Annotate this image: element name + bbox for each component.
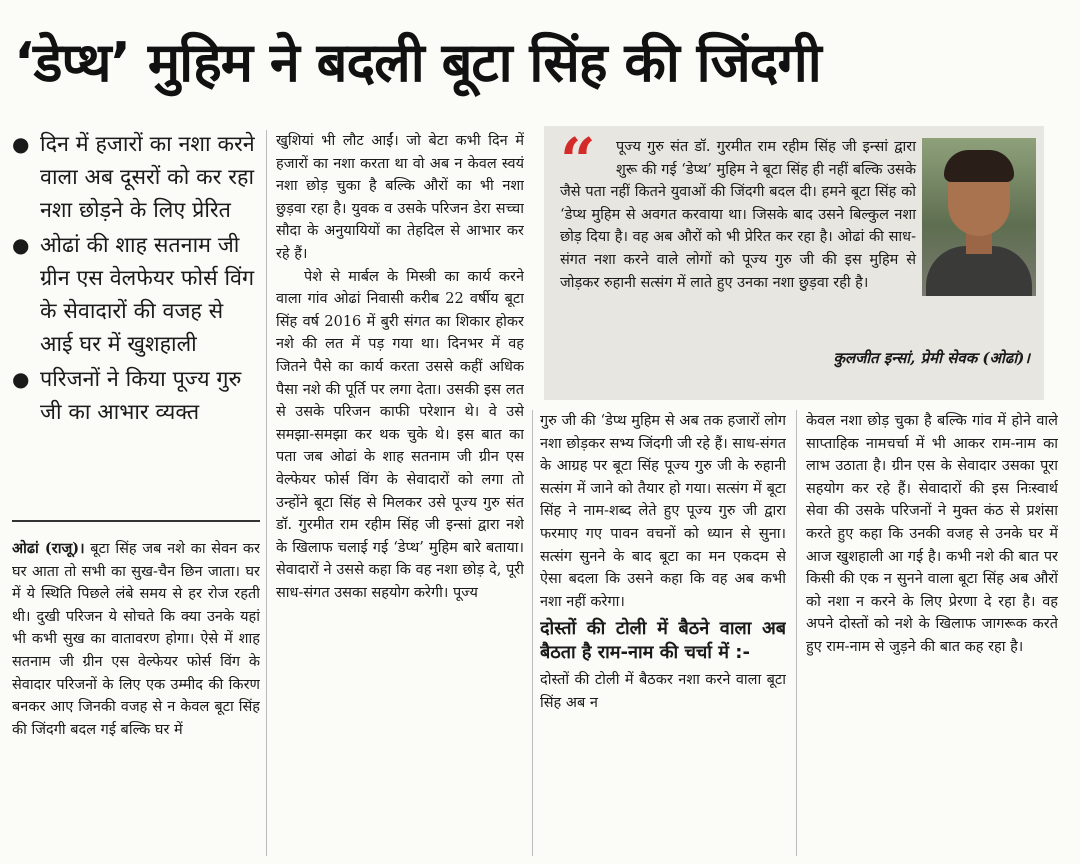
subheading: दोस्तों की टोली में बैठने वाला अब बैठता है राम-नाम की चर्चा में :- <box>540 618 786 664</box>
article-column-4 <box>806 410 1058 659</box>
quote-attribution: कुलजीत इन्सां, प्रेमी सेवक (ओढां)। <box>833 349 1030 367</box>
highlight-item: ● ओढां की शाह सतनाम जी ग्रीन एस वेलफेयर फोर्स विंग के सेवादारों की वजह से आई घर में खुशहाली <box>12 229 256 361</box>
pull-quote-box <box>544 126 1044 400</box>
article-column-2 <box>276 130 524 604</box>
column-divider <box>266 130 267 856</box>
article-paragraph: गुरु जी की ‘डेप्थ मुहिम से अब तक हजारों लोग नशा छोड़कर सभ्य जिंदगी जी रहे हैं। साध-संगत के आग्रह पर बूटा सिंह पूज्य गुरु जी के रुहानी सत्संग में जाने को तैयार हो गया। सत्संग में बूटा सिंह ने नाम-शब्द लेते हुए पूज्य गुरु जी द्वारा फरमाए गए पावन वचनों को ध्यान से सुना। सत्संग सुनने के बाद बूटा का मन एकदम से ऐसा बदला कि उसने कहा कि वह अब कभी नशा नहीं करेगा। <box>540 413 786 610</box>
article-text: बूटा सिंह जब नशे का सेवन कर घर आता तो सभी का सुख-चैन छिन जाता। घर में ये स्थिति पिछले लंबे समय से हर रोज रहती थी। दुखी परिजन ये सोचते कि क्या उनके यहां भी कभी सुख का वातावरण होगा। ऐसे में शाह सतनाम जी ग्रीन एस वेल्फेयर फोर्स विंग के सेवादार परिजनों के लिए एक उम्मीद की किरण बनकर आए जिनकी वजह से न केवल बूटा सिंह की जिंदगी बदल गई बल्कि घर में <box>12 541 260 738</box>
headline: ‘डेप्थ’ मुहिम ने बदली बूटा सिंह की जिंदगी <box>14 31 821 94</box>
article-paragraph: पेशे से मार्बल के मिस्त्री का कार्य करने वाला गांव ओढां निवासी करीब 22 वर्षीय बूटा सिंह वर्ष 2016 में बुरी संगत का शिकार होकर नशे की लत में पड़ गया था। दिनभर में वह जितने पैसे का कार्य करता उससे कहीं अधिक पैसा नशे की पूर्ति पर लगा देता। उसकी इस लत से उसके परिजन काफी परेशान थे। वे उसे समझा-समझा कर थक चुके थे। इस बात का पता जब ओढां के शाह सतनाम जी ग्रीन एस वेल्फेयर फोर्स विंग के सेवादारों को लगा तो उन्होंने बूटा सिंह से मिलकर उसे पूज्य गुरु संत डॉ. गुरमीत राम रहीम सिंह जी इन्सां द्वारा नशे के खिलाफ चलाई गई ‘डेप्थ’ मुहिम बारे बताया। सेवादारों ने उससे कहा कि वह नशा छोड़ दे, पूरी साध-संगत उसका सहयोग करेगी। पूज्य <box>276 268 524 601</box>
quote-mark-icon: “ <box>560 126 596 197</box>
pull-quote-text: पूज्य गुरु संत डॉ. गुरमीत राम रहीम सिंह जी इन्सां द्वारा शुरू की गई ‘डेप्थ’ मुहिम ने बूटा सिंह ही नहीं बल्कि उसके जैसे पता नहीं कितने युवाओं की जिंदगी बदल दी। हमने बूटा सिंह को ‘डेप्थ मुहिम से अवगत करवाया था। जिसके बाद उसने बिल्कुल नशा छोड़ दिया है। वह अब औरों को भी प्रेरित कर रहा है। ओढां की साध-संगत नशा करने वाले लोगों को पूज्य गुरु जी की इस मुहिम से जोड़कर रुहानी सत्संग में लाते हुए उनका नशा छुड़वा रही है। <box>560 139 916 291</box>
article-column-1 <box>12 538 260 741</box>
article-paragraph: खुशियां भी लौट आईं। जो बेटा कभी दिन में हजारों का नशा करता था वो अब न केवल स्वयं नशा छोड़ चुका है बल्कि औरों का भी नशा छुड़वा रहा है। युवक व उसके परिजन डेरा सच्चा सौदा के अनुयायियों का तेहदिल से आभार कर रहे हैं। <box>276 133 524 262</box>
article-column-3 <box>540 410 786 715</box>
column-divider <box>796 410 797 856</box>
dateline: ओढां (राजू)। <box>12 540 85 557</box>
section-divider <box>12 520 260 522</box>
column-divider <box>532 410 533 856</box>
highlight-item: ● दिन में हजारों का नशा करने वाला अब दूसरों को कर रहा नशा छोड़ने के लिए प्रेरित <box>12 128 256 227</box>
highlight-item: ● परिजनों ने किया पूज्य गुरु जी का आभार व्यक्त <box>12 363 256 429</box>
highlights-list <box>12 128 256 431</box>
article-paragraph: केवल नशा छोड़ चुका है बल्कि गांव में होने वाले साप्ताहिक नामचर्चा में भी आकर राम-नाम का लाभ उठाता है। ग्रीन एस के सेवादार उसका पूरा सहयोग कर रहे हैं। सेवादारों की इस निःस्वार्थ सेवा की उसके परिजनों ने मुक्त कंठ से प्रशंसा करते हुए कहा कि उनकी वजह से उनके घर में आज खुशहाली आ गई है। कभी नशे की बात पर किसी की एक न सुनने वाला बूटा सिंह अब औरों को नशा न करने के लिए प्रेरणा दे रहा है। वह अपने दोस्तों को नशे के खिलाफ जागरूक करते हुए राम-नाम से जुड़ने की बात कह रहा है। <box>806 413 1058 655</box>
article-paragraph: दोस्तों की टोली में बैठकर नशा करने वाला बूटा सिंह अब न <box>540 672 786 711</box>
